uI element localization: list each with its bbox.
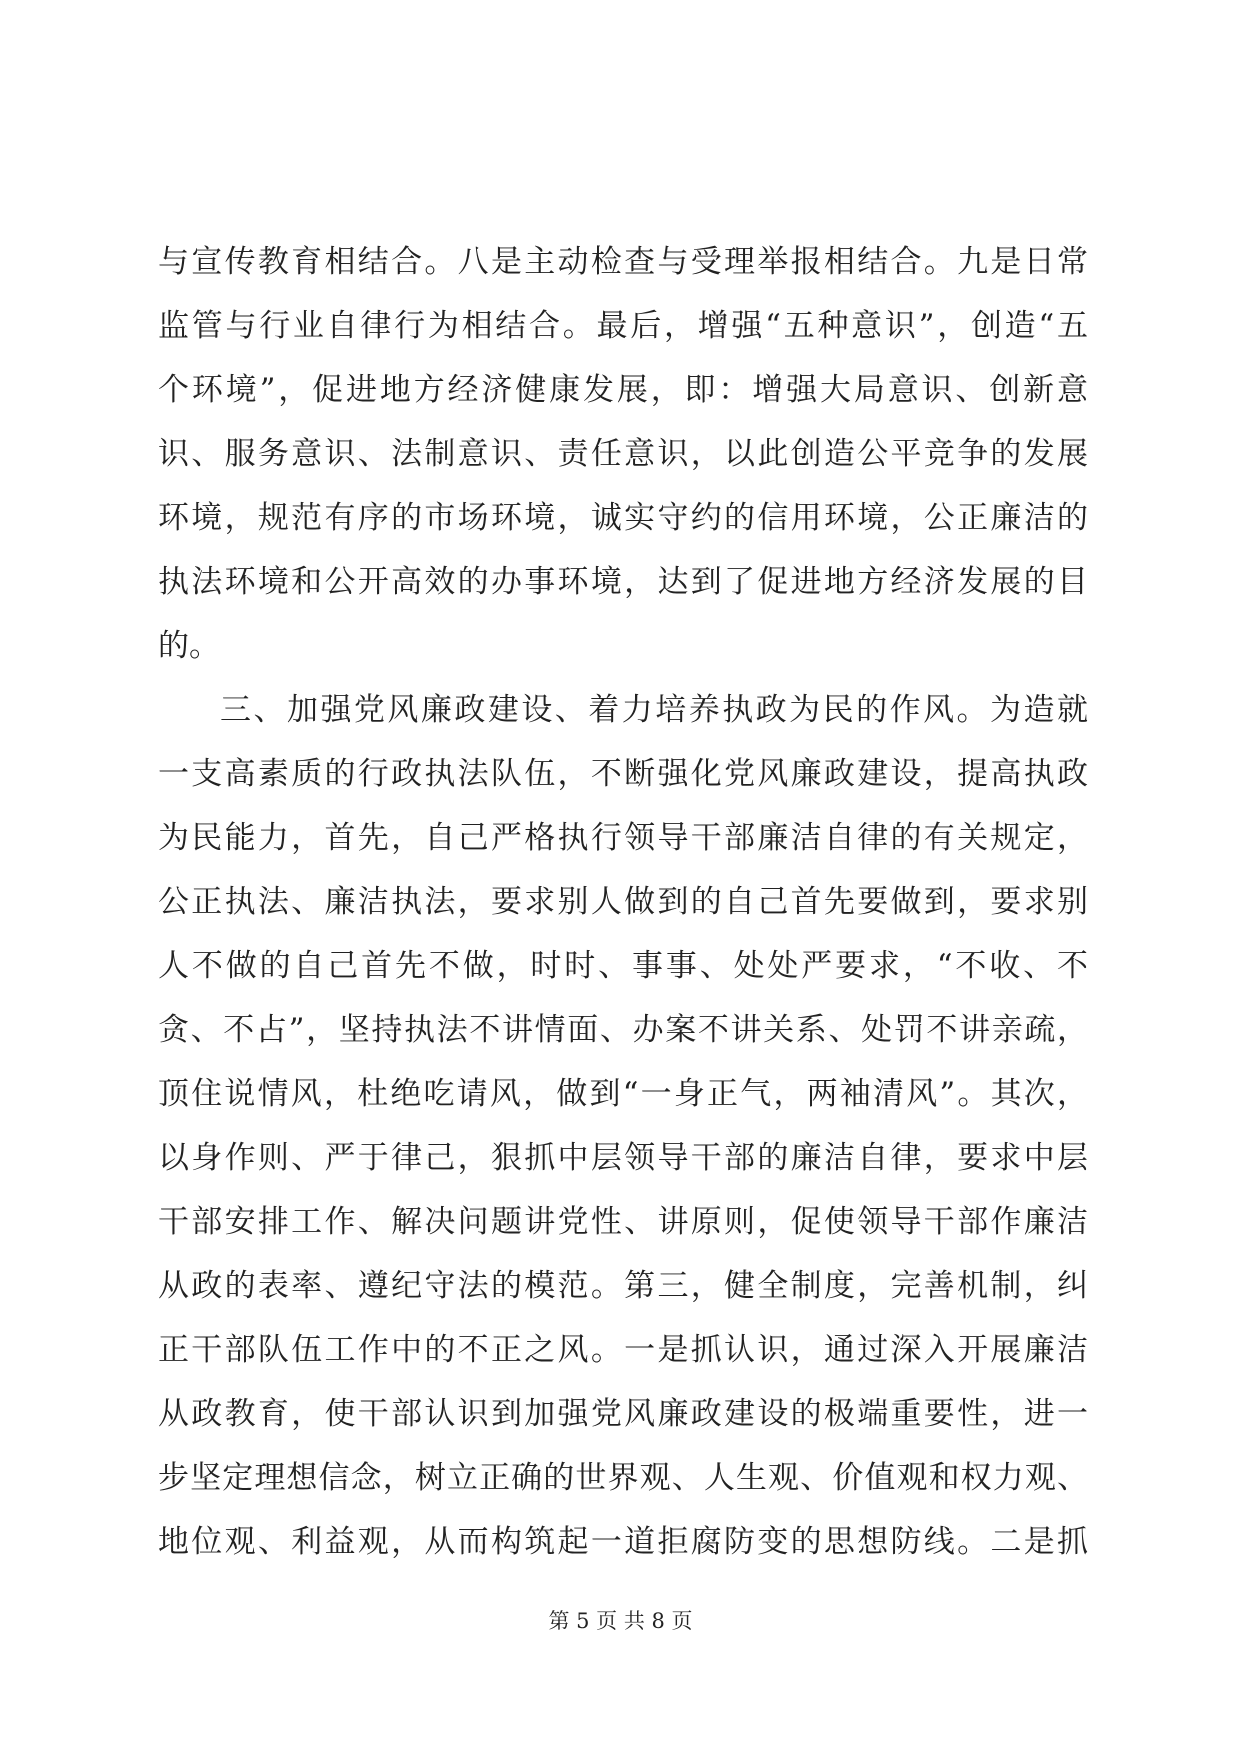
text-line: 从政的表率、遵纪守法的模范。第三，健全制度，完善机制，纠	[158, 1268, 1088, 1304]
text-line: 顶住说情风，杜绝吃请风，做到“一身正气，两袖清风”。其次，	[158, 1076, 1088, 1112]
text-line: 识、服务意识、法制意识、责任意识，以此创造公平竞争的发展	[158, 436, 1088, 472]
body-text	[158, 230, 1088, 1574]
text-line: 环境，规范有序的市场环境，诚实守约的信用环境，公正廉洁的	[158, 500, 1088, 536]
text-line: 个环境”，促进地方经济健康发展，即：增强大局意识、创新意	[158, 372, 1088, 408]
text-line: 干部安排工作、解决问题讲党性、讲原则，促使领导干部作廉洁	[158, 1204, 1088, 1240]
text-line: 为民能力，首先，自己严格执行领导干部廉洁自律的有关规定，	[158, 820, 1088, 856]
text-line: 执法环境和公开高效的办事环境，达到了促进地方经济发展的目	[158, 564, 1088, 600]
text-line: 贪、不占”，坚持执法不讲情面、办案不讲关系、处罚不讲亲疏，	[158, 1012, 1088, 1048]
text-line: 正干部队伍工作中的不正之风。一是抓认识，通过深入开展廉洁	[158, 1332, 1088, 1368]
text-line: 步坚定理想信念，树立正确的世界观、人生观、价值观和权力观、	[158, 1460, 1088, 1496]
text-line: 从政教育，使干部认识到加强党风廉政建设的极端重要性，进一	[158, 1396, 1088, 1432]
text-line: 与宣传教育相结合。八是主动检查与受理举报相结合。九是日常	[158, 244, 1088, 280]
paragraph-start-line: 三、加强党风廉政建设、着力培养执政为民的作风。为造就	[220, 692, 1088, 728]
text-line: 的。	[158, 628, 220, 664]
text-line: 人不做的自己首先不做，时时、事事、处处严要求，“不收、不	[158, 948, 1088, 984]
text-line: 以身作则、严于律己，狠抓中层领导干部的廉洁自律，要求中层	[158, 1140, 1088, 1176]
text-line: 一支高素质的行政执法队伍，不断强化党风廉政建设，提高执政	[158, 756, 1088, 792]
text-line: 监管与行业自律行为相结合。最后，增强“五种意识”，创造“五	[158, 308, 1088, 344]
page-number-footer: 第 5 页 共 8 页	[548, 1609, 693, 1633]
text-line: 公正执法、廉洁执法，要求别人做到的自己首先要做到，要求别	[158, 884, 1088, 920]
text-line: 地位观、利益观，从而构筑起一道拒腐防变的思想防线。二是抓	[158, 1524, 1088, 1560]
